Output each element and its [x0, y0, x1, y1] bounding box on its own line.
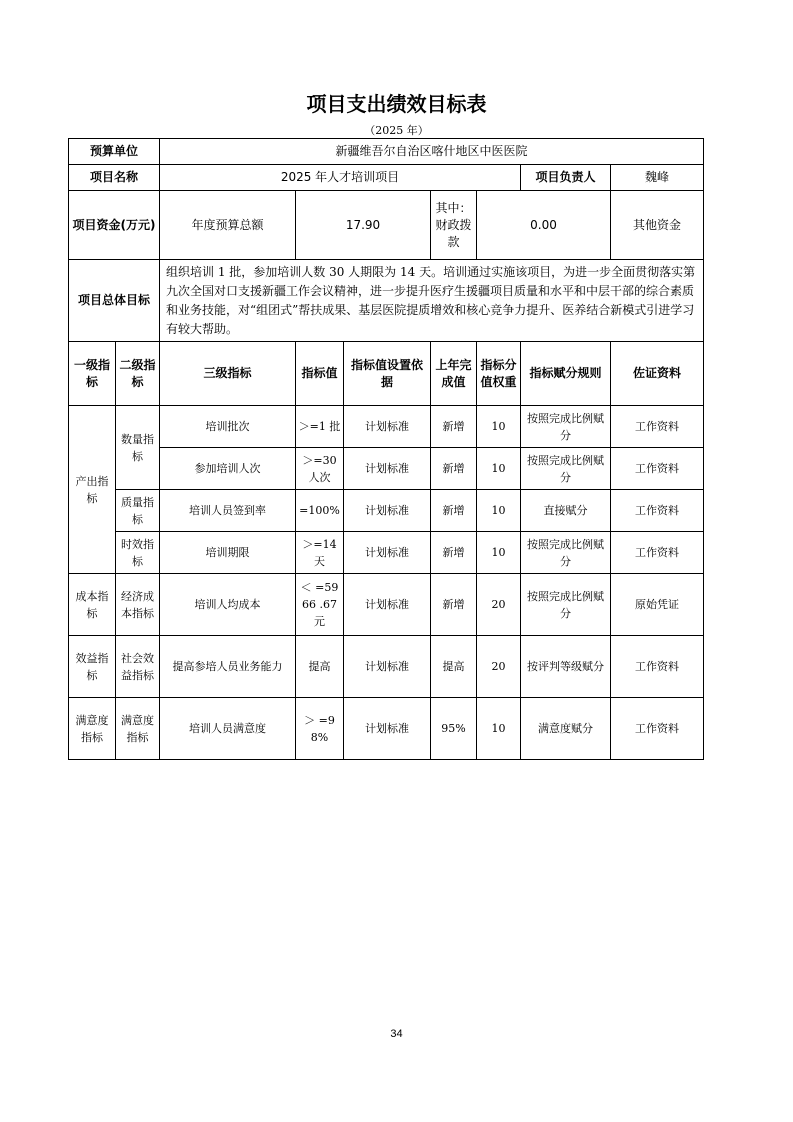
- group-quantity: 数量指标: [116, 406, 160, 490]
- fiscal-label: 其中：财政拨款: [431, 191, 477, 260]
- indicator-value: ＜ =5966 .67 元: [296, 574, 344, 636]
- indicator-rule: 按照完成比例赋分: [521, 406, 611, 448]
- indicator-rule: 按评判等级赋分: [521, 636, 611, 698]
- col-basis: 指标值设置依据: [344, 342, 431, 406]
- indicator-rule: 按照完成比例赋分: [521, 448, 611, 490]
- group-economic-cost: 经济成本指标: [116, 574, 160, 636]
- indicator-weight: 10: [477, 490, 521, 532]
- indicator-evidence: 工作资料: [611, 636, 704, 698]
- indicator-basis: 计划标准: [344, 574, 431, 636]
- col-level3: 三级指标: [160, 342, 296, 406]
- indicator-last-year: 新增: [431, 532, 477, 574]
- indicator-name: 培训期限: [160, 532, 296, 574]
- group-quality: 质量指标: [116, 490, 160, 532]
- budget-unit-value: 新疆维吾尔自治区喀什地区中医医院: [160, 139, 704, 165]
- page-title: 项目支出绩效目标表: [306, 92, 487, 116]
- table-row: [69, 448, 704, 490]
- col-weight: 指标分值权重: [477, 342, 521, 406]
- indicator-basis: 计划标准: [344, 448, 431, 490]
- project-name-value: 2025 年人才培训项目: [160, 165, 521, 191]
- goal-text: 组织培训 1 批，参加培训人数 30 人期限为 14 天。培训通过实施该项目，为进一步全面贯彻落实第九次全国对口支援新疆工作会议精神，进一步提升医疗生援疆项目质量和水平和中层干部的综合素质和业务技能，对“组团式”帮扶成果、基层医院提质增效和核心竞争力提升、医养结合新模式引进学习有较大帮助。: [160, 260, 704, 342]
- indicator-value: 提高: [296, 636, 344, 698]
- indicator-last-year: 新增: [431, 574, 477, 636]
- project-leader-value: 魏峰: [611, 165, 704, 191]
- indicator-weight: 20: [477, 636, 521, 698]
- performance-target-table: [68, 138, 704, 760]
- group-benefit: 效益指标: [69, 636, 116, 698]
- indicator-last-year: 新增: [431, 490, 477, 532]
- indicator-name: 培训人均成本: [160, 574, 296, 636]
- group-social-benefit: 社会效益指标: [116, 636, 160, 698]
- annual-budget-value: 17.90: [296, 191, 431, 260]
- indicator-basis: 计划标准: [344, 490, 431, 532]
- indicator-weight: 10: [477, 532, 521, 574]
- indicator-basis: 计划标准: [344, 698, 431, 760]
- table-row: [69, 406, 704, 448]
- indicator-name: 培训人员满意度: [160, 698, 296, 760]
- indicator-last-year: 95%: [431, 698, 477, 760]
- indicator-last-year: 提高: [431, 636, 477, 698]
- table-row: [69, 574, 704, 636]
- group-cost: 成本指标: [69, 574, 116, 636]
- indicator-evidence: 原始凭证: [611, 574, 704, 636]
- goal-label: 项目总体目标: [69, 260, 160, 342]
- indicator-name: 培训批次: [160, 406, 296, 448]
- page-number: 34: [390, 1028, 403, 1040]
- indicator-weight: 10: [477, 448, 521, 490]
- indicator-rule: 满意度赋分: [521, 698, 611, 760]
- group-satisfaction: 满意度指标: [69, 698, 116, 760]
- indicator-evidence: 工作资料: [611, 698, 704, 760]
- indicator-basis: 计划标准: [344, 636, 431, 698]
- indicator-evidence: 工作资料: [611, 532, 704, 574]
- col-evidence: 佐证资料: [611, 342, 704, 406]
- indicator-value: ＞=14 天: [296, 532, 344, 574]
- annual-budget-label: 年度预算总额: [160, 191, 296, 260]
- indicator-name: 提高参培人员业务能力: [160, 636, 296, 698]
- funds-label: 项目资金(万元): [69, 191, 160, 260]
- indicator-value: ＞=1 批: [296, 406, 344, 448]
- col-rule: 指标赋分规则: [521, 342, 611, 406]
- indicator-basis: 计划标准: [344, 406, 431, 448]
- table-row: [69, 532, 704, 574]
- col-level2: 二级指标: [116, 342, 160, 406]
- indicator-evidence: 工作资料: [611, 490, 704, 532]
- indicator-value: =100%: [296, 490, 344, 532]
- table-row: [69, 490, 704, 532]
- group-output: 产出指标: [69, 406, 116, 574]
- budget-unit-label: 预算单位: [69, 139, 160, 165]
- indicator-value: ＞ =98%: [296, 698, 344, 760]
- table-row: [69, 636, 704, 698]
- other-label: 其他资金: [611, 191, 704, 260]
- indicator-name: 培训人员签到率: [160, 490, 296, 532]
- indicator-evidence: 工作资料: [611, 448, 704, 490]
- fiscal-value: 0.00: [477, 191, 611, 260]
- group-satisfaction-sub: 满意度指标: [116, 698, 160, 760]
- project-name-label: 项目名称: [69, 165, 160, 191]
- indicator-rule: 按照完成比例赋分: [521, 532, 611, 574]
- indicator-basis: 计划标准: [344, 532, 431, 574]
- indicator-rule: 按照完成比例赋分: [521, 574, 611, 636]
- year-label: （2025 年）: [364, 124, 429, 137]
- indicator-value: ＞=30 人次: [296, 448, 344, 490]
- project-leader-label: 项目负责人: [521, 165, 611, 191]
- group-timeliness: 时效指标: [116, 532, 160, 574]
- indicator-weight: 10: [477, 698, 521, 760]
- indicator-rule: 直接赋分: [521, 490, 611, 532]
- table-row: [69, 698, 704, 760]
- col-level1: 一级指标: [69, 342, 116, 406]
- indicator-weight: 10: [477, 406, 521, 448]
- indicator-last-year: 新增: [431, 406, 477, 448]
- col-value: 指标值: [296, 342, 344, 406]
- indicator-name: 参加培训人次: [160, 448, 296, 490]
- indicator-last-year: 新增: [431, 448, 477, 490]
- indicator-weight: 20: [477, 574, 521, 636]
- indicator-evidence: 工作资料: [611, 406, 704, 448]
- col-last-year: 上年完成值: [431, 342, 477, 406]
